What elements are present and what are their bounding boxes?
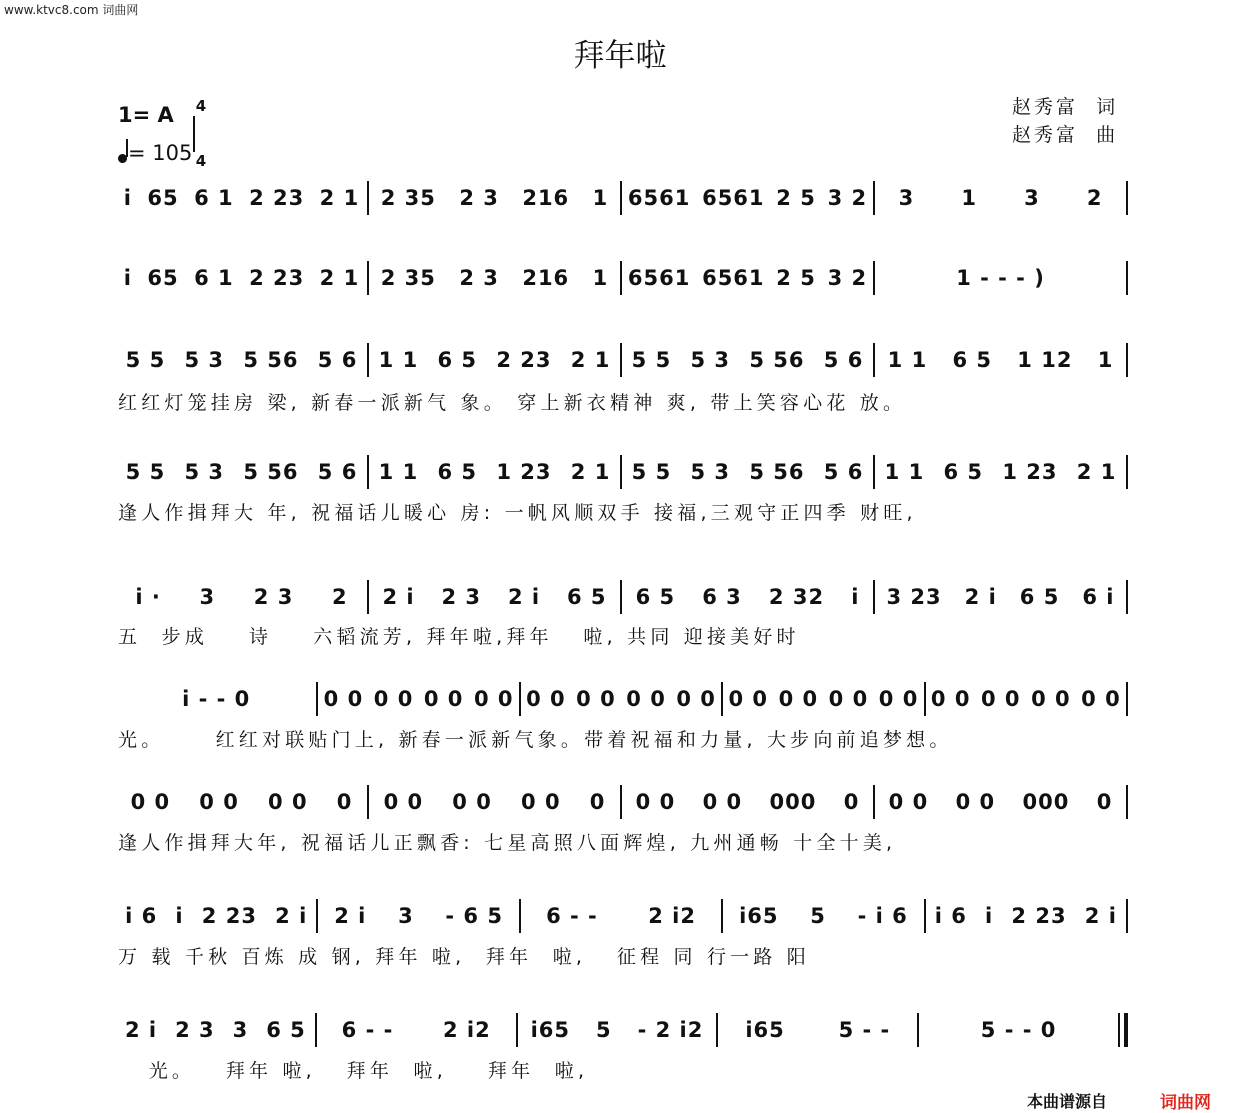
note-group: 6 5 [437,460,478,484]
note-group: 0 0 [878,687,919,711]
note-group: 0 0 [888,790,929,814]
measure [875,460,1126,484]
measure [622,266,873,290]
note-group: 6 5 [943,460,984,484]
notation-row [116,340,1128,380]
measure [926,687,1126,711]
measure [116,790,367,814]
note-group: 6 5 [952,348,993,372]
measure [521,904,721,928]
note-group: 3 [398,904,414,928]
note-group: 5 - - [838,1018,891,1042]
lyric-line: 万 载 千秋 百炼 成 钢, 拜年 啦, 拜年 啦, 征程 同 行一路 阳 [118,946,810,968]
notation-row [116,178,1128,218]
note-group: 0 0 [828,687,869,711]
note-group: 2 5 [776,186,816,210]
note-group: 5 6 [823,460,864,484]
note-group: 5 3 [690,460,731,484]
song-title: 拜年啦 [573,38,667,74]
note-group: 2 1 [319,266,360,290]
note-group: 5 - - 0 [980,1018,1057,1042]
note-group: 6 3 [702,585,742,609]
key-signature: 1= A [118,103,174,127]
note-group: 2 35 [380,186,436,210]
note-group: 0 0 [676,687,716,711]
note-group: 2 i [124,1018,158,1042]
measure [317,1018,516,1042]
measure [622,460,873,484]
measure [369,266,620,290]
note-group: 1 [592,186,609,210]
note-group: 2 1 [319,186,360,210]
note-group: 2 i [964,585,997,609]
measure [518,1018,717,1042]
note-group: 2 23 [201,904,257,928]
note-group: 0 [589,790,606,814]
note-group: 0 [1096,790,1113,814]
note-group: 0 0 [521,790,561,814]
note-group: 0 0 [576,687,616,711]
note-group: 0 0 [626,687,666,711]
note-group: 6 1 [194,186,234,210]
time-numerator: 4 [195,97,207,115]
note-group: 2 3 [459,186,499,210]
note-group: 5 [810,904,826,928]
note-group: i · [135,585,161,609]
bar-line [1126,261,1128,295]
note-group: 0 0 [728,687,769,711]
lyricist-credit: 赵秀富 词 [1012,96,1119,118]
note-group: 0 0 [635,790,676,814]
lyric-line: 五 步成 诗 六韬流芳, 拜年啦,拜年 啦, 共同 迎接美好时 [118,626,800,648]
note-group: 2 i2 [443,1018,491,1042]
note-group: i [851,585,860,609]
measure [875,585,1126,609]
note-group: 5 6 [317,460,358,484]
note-group: 2 [1086,186,1103,210]
measure [622,186,873,210]
note-group: 0 0 [955,790,996,814]
measure [875,790,1126,814]
measure [369,790,620,814]
note-group: 000 [1022,790,1070,814]
note-group: 6 5 [1019,585,1060,609]
measure [116,266,367,290]
measure [875,348,1126,372]
note-group: 0 [336,790,353,814]
note-group: 6561 [627,266,691,290]
note-group: 0 0 [1031,687,1071,711]
note-group: i [985,904,994,928]
lyric-line: 逢人作揖拜大年, 祝福话儿正飘香: 七星高照八面辉煌, 九州通畅 十全十美, [118,832,897,854]
measure [318,687,518,711]
note-group: 0 0 [526,687,566,711]
note-group: 2 23 [1011,904,1067,928]
note-group: 1 [1097,348,1114,372]
note-group: 0 0 [383,790,424,814]
measure [622,790,873,814]
notation-row [116,258,1128,298]
note-group: 0 0 [452,790,492,814]
bar-line [1126,343,1128,377]
note-group: 2 23 [496,348,552,372]
note-group: 6561 [702,266,765,290]
composer-credit: 赵秀富 曲 [1012,124,1119,146]
note-group: i 6 [125,904,158,928]
note-group: 3 2 [827,186,868,210]
note-group: 3 [199,585,216,609]
note-group: 5 5 [125,460,166,484]
measure [622,348,873,372]
time-denominator: 4 [195,152,207,170]
note-group: 2 3 [253,585,294,609]
measure [369,460,620,484]
bar-line [1126,455,1128,489]
note-group: 5 [595,1018,612,1042]
note-group: 0 0 [268,790,308,814]
note-group: - 2 i2 [637,1018,704,1042]
notation-row [116,896,1128,936]
source-label: 本曲谱源自 [1027,1092,1108,1111]
note-group: 2 3 [459,266,499,290]
measure [919,1018,1118,1042]
note-group: 0 0 [423,687,464,711]
measure [318,904,518,928]
note-group: 3 [1024,186,1040,210]
note-group: 1 23 [496,460,552,484]
note-group: 2 i [382,585,415,609]
note-group: 6 5 [635,585,676,609]
note-group: i [175,904,184,928]
note-group: 000 [769,790,817,814]
note-group: 3 [898,186,915,210]
note-group: 2 5 [776,266,816,290]
tempo-value: = 105 [128,141,193,165]
note-group: 2 1 [1076,460,1117,484]
measure [116,186,367,210]
note-group: 2 23 [249,186,305,210]
note-group: 2 [332,585,348,609]
note-group: 216 [522,266,570,290]
note-group: - 6 5 [445,904,503,928]
notation-row [116,1010,1128,1050]
note-group: 5 56 [243,348,299,372]
notation-row [116,577,1128,617]
note-group: 5 6 [823,348,864,372]
site-watermark: www.ktvc8.com 词曲网 [4,3,139,17]
note-group: 2 i [1084,904,1117,928]
lyric-line: 光。 红红对联贴门上, 新春一派新气象。带着祝福和力量, 大步向前追梦想。 [118,729,953,751]
measure [926,904,1126,928]
note-group: 5 5 [631,348,672,372]
note-group: 6 5 [266,1018,306,1042]
note-group: 6 1 [194,266,234,290]
note-group: 0 0 [373,687,414,711]
bar-line [1126,899,1128,933]
note-group: 0 0 [778,687,819,711]
measure [116,1018,315,1042]
note-group: 1 23 [1002,460,1058,484]
measure [875,186,1126,210]
note-group: 5 56 [243,460,299,484]
note-group: 0 0 [1081,687,1121,711]
bar-line [1126,181,1128,215]
lyric-line: 逢人作揖拜大 年, 祝福话儿暖心 房: 一帆风顺双手 接福,三观守正四季 财旺, [118,502,917,524]
note-group: 6 5 [566,585,607,609]
bar-line [1126,580,1128,614]
measure [369,585,620,609]
note-group: 5 3 [184,460,225,484]
note-group: 1 [961,186,977,210]
note-group: 2 3 [175,1018,215,1042]
note-group: 6 - - [546,904,598,928]
tempo-marking [118,139,192,165]
note-group: 0 0 [473,687,514,711]
note-group: 2 i [334,904,367,928]
note-group: 0 0 [702,790,743,814]
note-group: i 6 [934,904,967,928]
time-signature [193,98,209,170]
note-group: 2 1 [570,348,611,372]
note-group: 5 56 [749,460,805,484]
measure [369,348,620,372]
lyric-line: 光。 拜年 啦, 拜年 啦, 拜年 啦, [118,1060,589,1082]
note-group: 1 1 [378,460,419,484]
note-group: 0 0 [130,790,171,814]
notation-row [116,782,1128,822]
note-group: 3 2 [827,266,868,290]
measure [875,266,1126,290]
note-group: 2 3 [441,585,482,609]
note-group: 6561 [702,186,765,210]
notation-row [116,452,1128,492]
note-group: 2 32 [768,585,825,609]
note-group: 5 3 [184,348,225,372]
note-group: 5 3 [690,348,731,372]
note-group: 6561 [627,186,691,210]
note-group: 0 0 [199,790,239,814]
measure [116,348,367,372]
note-group: 6 5 [437,348,478,372]
note-group: 3 23 [886,585,942,609]
note-group: i - - 0 [182,687,251,711]
note-group: 2 i2 [648,904,696,928]
note-group: - i 6 [857,904,908,928]
measure [116,585,367,609]
note-group: 2 1 [570,460,611,484]
measure [116,687,316,711]
note-group: 2 23 [249,266,305,290]
site-logo: 词曲网 [1160,1093,1211,1113]
note-group: 0 0 [323,687,364,711]
lyric-line: 红红灯笼挂房 梁, 新春一派新气 象。 穿上新衣精神 爽, 带上笑容心花 放。 [118,392,907,414]
note-group: i65 [739,904,779,928]
note-group: 5 56 [749,348,805,372]
measure [723,687,923,711]
note-group: 6 i [1082,585,1115,609]
note-group: 65 [147,266,179,290]
note-group: i65 [530,1018,570,1042]
note-group: 1 - - - ) [956,266,1045,290]
note-group: 2 35 [380,266,436,290]
measure [369,186,620,210]
note-group: 5 5 [125,348,166,372]
measure [723,904,923,928]
note-group: 2 i [507,585,541,609]
note-group: 6 - - [341,1018,394,1042]
measure [622,585,873,609]
note-group: i [123,266,132,290]
measure [718,1018,917,1042]
note-group: 5 5 [631,460,672,484]
note-group: 65 [147,186,179,210]
note-group: 1 1 [378,348,419,372]
note-group: 2 i [275,904,308,928]
note-group: 1 12 [1017,348,1073,372]
note-group: 1 1 [887,348,928,372]
note-group: 1 [592,266,609,290]
note-group: i65 [745,1018,785,1042]
bar-line [1126,682,1128,716]
note-group: 1 1 [884,460,925,484]
note-group: 0 0 [980,687,1021,711]
note-group: 0 [843,790,860,814]
notation-row [116,679,1128,719]
note-group: 3 [232,1018,249,1042]
note-group: 5 6 [317,348,358,372]
note-group: 0 0 [930,687,971,711]
note-group: 216 [522,186,570,210]
measure [116,460,367,484]
measure [521,687,721,711]
note-group: i [123,186,132,210]
bar-line [1126,785,1128,819]
final-bar-line [1118,1013,1128,1047]
measure [116,904,316,928]
